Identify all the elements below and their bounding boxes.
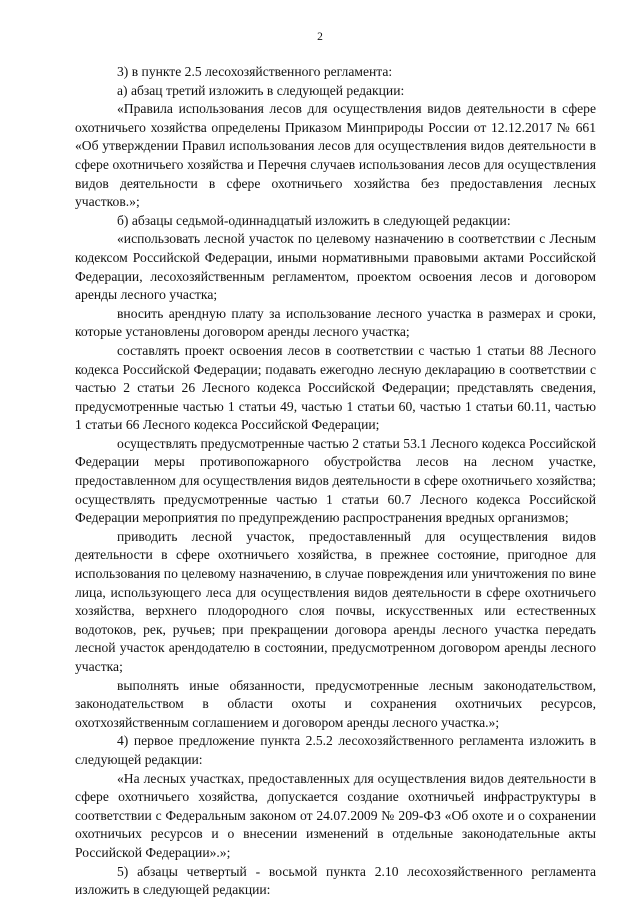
paragraph: б) абзацы седьмой-одиннадцатый изложить в следующей редакции: [117, 212, 511, 228]
paragraph: а) абзац третий изложить в следующей редакции: [117, 82, 405, 98]
paragraph: 5) абзацы четвертый - восьмой пункта 2.10 лесохозяйственного регламента изложить в следующей редакции: [75, 863, 596, 898]
paragraph: 4) первое предложение пункта 2.5.2 лесохозяйственного регламента изложить в следующей редакции: [75, 733, 596, 767]
paragraph: «На лесных участках, предоставленных для осуществления видов деятельности в сфере охотничьего хозяйства, допускается создание охотничьей инфраструктуры в соответствии с Федеральным законом от 24.07.2009 № 209-ФЗ «Об охоте и о сохранении охотничьих ресурсов и о внесении изменений в отдельные законодательные акты Российской Федерации».»; [75, 770, 596, 860]
paragraph: 3) в пункте 2.5 лесохозяйственного регламента: [117, 64, 393, 79]
page-number: 2 [317, 31, 323, 43]
paragraph: вносить арендную плату за использование лесного участка в размерах и сроки, которые установлены договором аренды лесного участка; [75, 305, 596, 340]
paragraph: «использовать лесной участок по целевому назначению в соответствии с Лесным кодексом Российской Федерации, иными нормативными правовыми актами Российской Федерации, лесохозяйственным регламентом, проектом освоения лесов и договором аренды лесного участка; [75, 231, 596, 303]
paragraph: приводить лесной участок, предоставленный для осуществления видов деятельности в сфере охотничьего хозяйства, в прежнее состояние, пригодное для использования по целевому назначению, в случае повреждения или уничтожения по вине лица, использующего леса для осуществления видов деятельности в сфере охотничьего хозяйства, верхнего плодородного слоя почвы, искусственных или естественных водотоков, рек, ручьев; при прекращении договора аренды лесного участка передать лесной участок арендодателю в состоянии, предусмотренном договором аренды лесного участка; [75, 528, 596, 674]
paragraph: осуществлять предусмотренные частью 2 статьи 53.1 Лесного кодекса Российской Федерации меры противопожарного обустройства лесов на лесном участке, предоставленном для осуществления видов деятельности в сфере охотничьего хозяйства; осуществлять предусмотренные частью 1 статьи 60.7 Лесного кодекса Российской Федерации мероприятия по предупреждению распространения вредных организмов; [75, 435, 596, 526]
paragraph: «Правила использования лесов для осуществления видов деятельности в сфере охотничьего хозяйства определены Приказом Минприроды России от 12.12.2017 № 661 «Об утверждении Правил использования лесов для осуществления видов деятельности в сфере охотничьего хозяйства и Перечня случаев использования лесов для осуществления видов деятельности в сфере охотничьего хозяйства без предоставления лесных участков.»; [75, 101, 596, 210]
paragraph: выполнять иные обязанности, предусмотренные лесным законодательством, законодательством в области охоты и сохранения охотничьих ресурсов, охотхозяйственным соглашением и договором аренды лесного участка.»; [75, 677, 596, 730]
document-body [75, 63, 596, 900]
paragraph: составлять проект освоения лесов в соответствии с частью 1 статьи 88 Лесного кодекса Российской Федерации; подавать ежегодно лесную декларацию в соответствии с частью 2 статьи 26 Лесного кодекса Российской Федерации; представлять сведения, предусмотренные частью 1 статьи 49, частью 1 статьи 60, частью 1 статьи 60.11, частью 1 статьи 66 Лесного кодекса Российской Федерации; [75, 342, 596, 433]
